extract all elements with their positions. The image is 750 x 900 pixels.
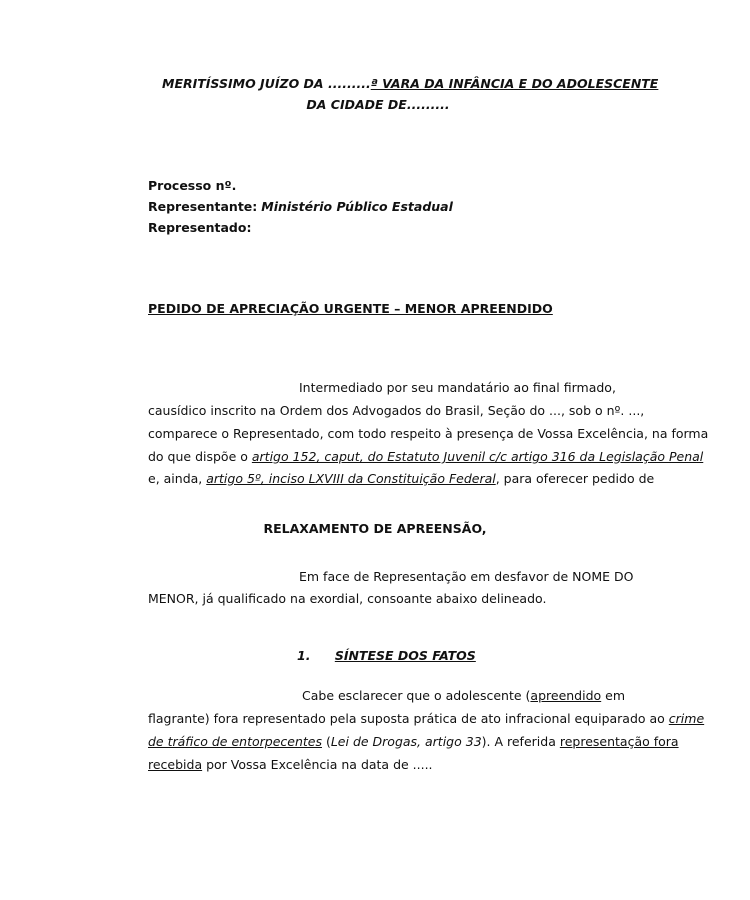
court-address-line-1: MERITÍSSIMO JUÍZO DA .........ª VARA DA INFÂNCIA E DO ADOLESCENTE: [162, 76, 659, 91]
recebida-link: recebida: [148, 757, 203, 772]
request-title: PEDIDO DE APRECIAÇÃO URGENTE – MENOR APREENDIDO: [148, 301, 553, 316]
representante-value: Ministério Público Estadual: [261, 199, 453, 214]
court-address-underlined: ª VARA DA INFÂNCIA E DO ADOLESCENTE: [370, 76, 659, 91]
trafico-link: de tráfico de entorpecentes: [148, 734, 322, 749]
facts-line-1: Cabe esclarecer que o adolescente (apreendido em: [302, 688, 626, 703]
lei-de-drogas-ref: Lei de Drogas, artigo 33: [330, 734, 482, 749]
intro-line-2: causídico inscrito na Ordem dos Advogados do Brasil, Seção do ..., sob o nº. ...,: [148, 403, 645, 418]
legal-reference-link-2: artigo 5º, inciso LXVIII da Constituição Federal: [206, 471, 496, 486]
facts-line-2: flagrante) fora representado pela suposta prática de ato infracional equiparado ao crime: [148, 711, 705, 726]
facts-line-4: recebida por Vossa Excelência na data de .....: [148, 757, 433, 772]
representacao-link: representação fora: [559, 734, 679, 749]
relief-title: RELAXAMENTO DE APREENSÃO,: [263, 521, 487, 536]
legal-reference-link-1: artigo 152, caput, do Estatuto Juvenil c/c artigo 316 da Legislação Penal: [251, 449, 704, 464]
intro-line-5: e, ainda, artigo 5º, inciso LXVIII da Constituição Federal, para oferecer pedido de: [148, 471, 655, 486]
intro-line-3: comparece o Representado, com todo respeito à presença de Vossa Excelência, na forma: [148, 426, 709, 441]
intro-line-1: Intermediado por seu mandatário ao final firmado,: [299, 380, 616, 395]
section-1-heading: [297, 648, 476, 664]
court-address-line-2: DA CIDADE DE.........: [306, 97, 450, 112]
facts-line-3: de tráfico de entorpecentes (Lei de Drogas, artigo 33). A referida representação fora: [148, 734, 679, 749]
representado-label: Representado:: [148, 220, 252, 235]
section-1-number: 1.: [297, 648, 311, 663]
process-number-label: Processo nº.: [148, 178, 237, 193]
section-1-title: SÍNTESE DOS FATOS: [334, 648, 476, 663]
apreendido-link: apreendido: [530, 688, 602, 703]
representante-line: Representante: Ministério Público Estadual: [148, 199, 453, 214]
intro-line-4: do que dispõe o artigo 152, caput, do Estatuto Juvenil c/c artigo 316 da Legislação Penal: [148, 449, 704, 464]
face-line-2: MENOR, já qualificado na exordial, consoante abaixo delineado.: [148, 591, 547, 606]
crime-link: crime: [668, 711, 705, 726]
face-line-1: Em face de Representação em desfavor de NOME DO: [299, 569, 634, 584]
